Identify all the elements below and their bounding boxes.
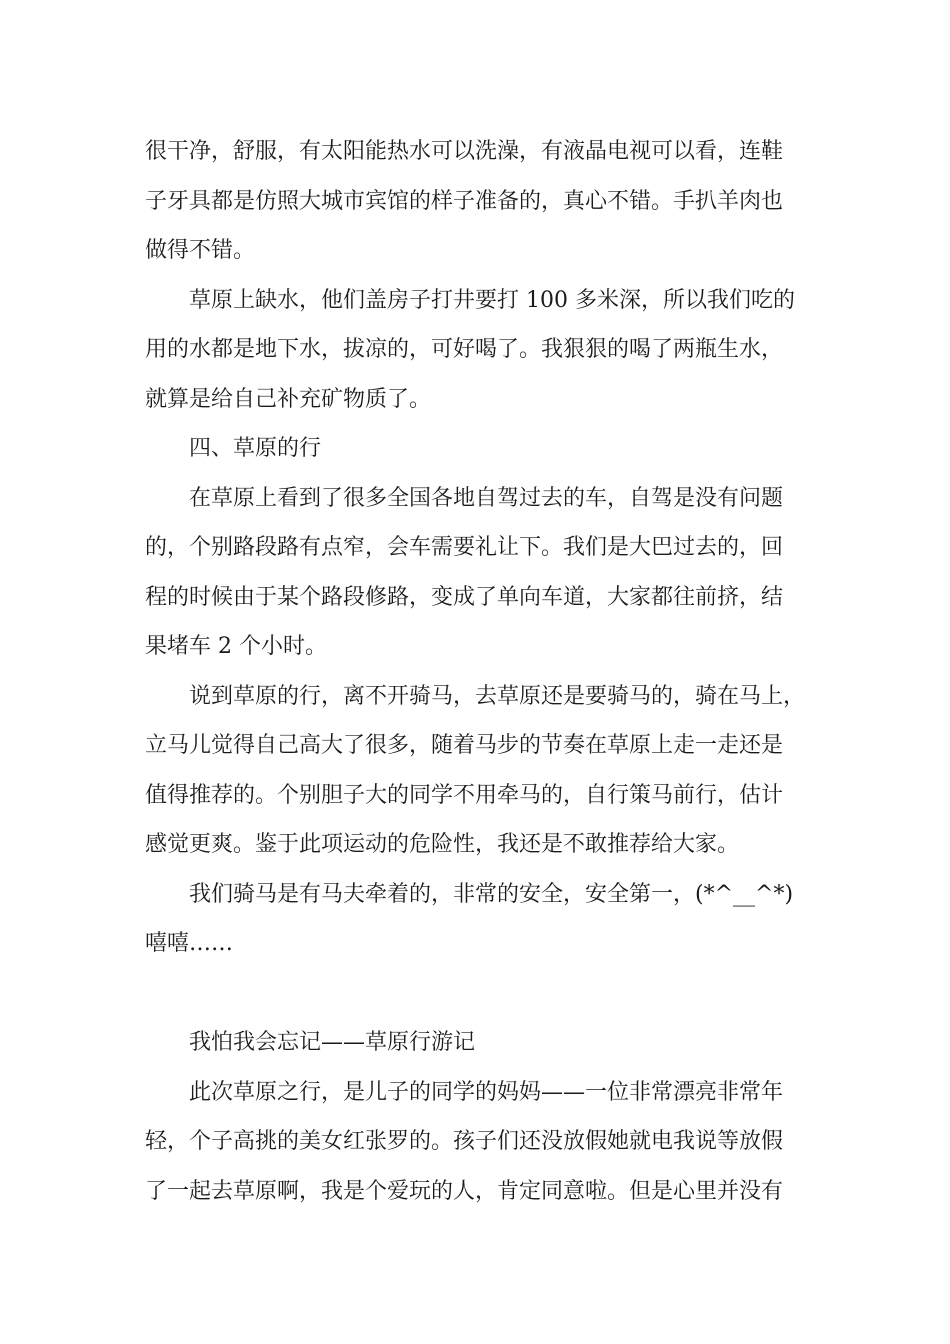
text-line: 此次草原之行，是儿子的同学的妈妈——一位非常漂亮非常年 xyxy=(189,1079,784,1105)
text-line: 用的水都是地下水，拔凉的，可好喝了。我狠狠的喝了两瓶生水， xyxy=(145,337,784,362)
paragraph-accommodation xyxy=(145,127,835,276)
paragraph-self-driving xyxy=(145,474,835,672)
text-line: 了一起去草原啊，我是个爱玩的人，肯定同意啦。但是心里并没有 xyxy=(145,1178,784,1204)
text-line: 感觉更爽。鉴于此项运动的危险性，我还是不敢推荐给大家。 xyxy=(145,832,740,857)
paragraph-trip-intro xyxy=(145,1068,835,1217)
text-line: 轻，个子高挑的美女红张罗的。孩子们还没放假她就电我说等放假 xyxy=(145,1129,784,1154)
paragraph-water xyxy=(145,276,835,425)
text-line: 在草原上看到了很多全国各地自驾过去的车，自驾是没有问题 xyxy=(189,485,784,511)
text-line: 我们骑马是有马夫牵着的，非常的安全，安全第一，(*^__^*) xyxy=(189,881,794,907)
section-heading: 四、草原的行 xyxy=(189,436,322,461)
paragraph-safety xyxy=(145,870,835,969)
text-line: 很干净，舒服，有太阳能热水可以洗澡，有液晶电视可以看，连鞋 xyxy=(145,139,784,164)
text-line: 立马儿觉得自己高大了很多，随着马步的节奏在草原上走一走还是 xyxy=(145,733,784,758)
text-line: 草原上缺水，他们盖房子打井要打 100 多米深，所以我们吃的 xyxy=(189,287,795,313)
text-line: 的，个别路段路有点窄，会车需要礼让下。我们是大巴过去的，回 xyxy=(145,535,784,560)
article-title-text: 我怕我会忘记——草原行游记 xyxy=(189,1030,476,1055)
paragraph-spacer xyxy=(145,969,835,1019)
text-line: 说到草原的行，离不开骑马，去草原还是要骑马的，骑在马上， xyxy=(189,683,806,709)
document-body xyxy=(145,127,835,1216)
text-line: 嘻嘻…… xyxy=(145,931,234,956)
text-line: 做得不错。 xyxy=(145,238,256,263)
text-line: 值得推荐的。个别胆子大的同学不用牵马的，自行策马前行，估计 xyxy=(145,782,784,808)
section-heading-travel xyxy=(145,424,835,474)
text-line: 果堵车 2 个小时。 xyxy=(145,634,327,659)
article-title xyxy=(145,1018,835,1068)
text-line: 程的时候由于某个路段修路，变成了单向车道，大家都往前挤，结 xyxy=(145,584,784,610)
text-line: 就算是给自己补充矿物质了。 xyxy=(145,386,432,412)
text-line: 子牙具都是仿照大城市宾馆的样子准备的，真心不错。手扒羊肉也 xyxy=(145,188,784,214)
paragraph-horse-riding xyxy=(145,672,835,870)
